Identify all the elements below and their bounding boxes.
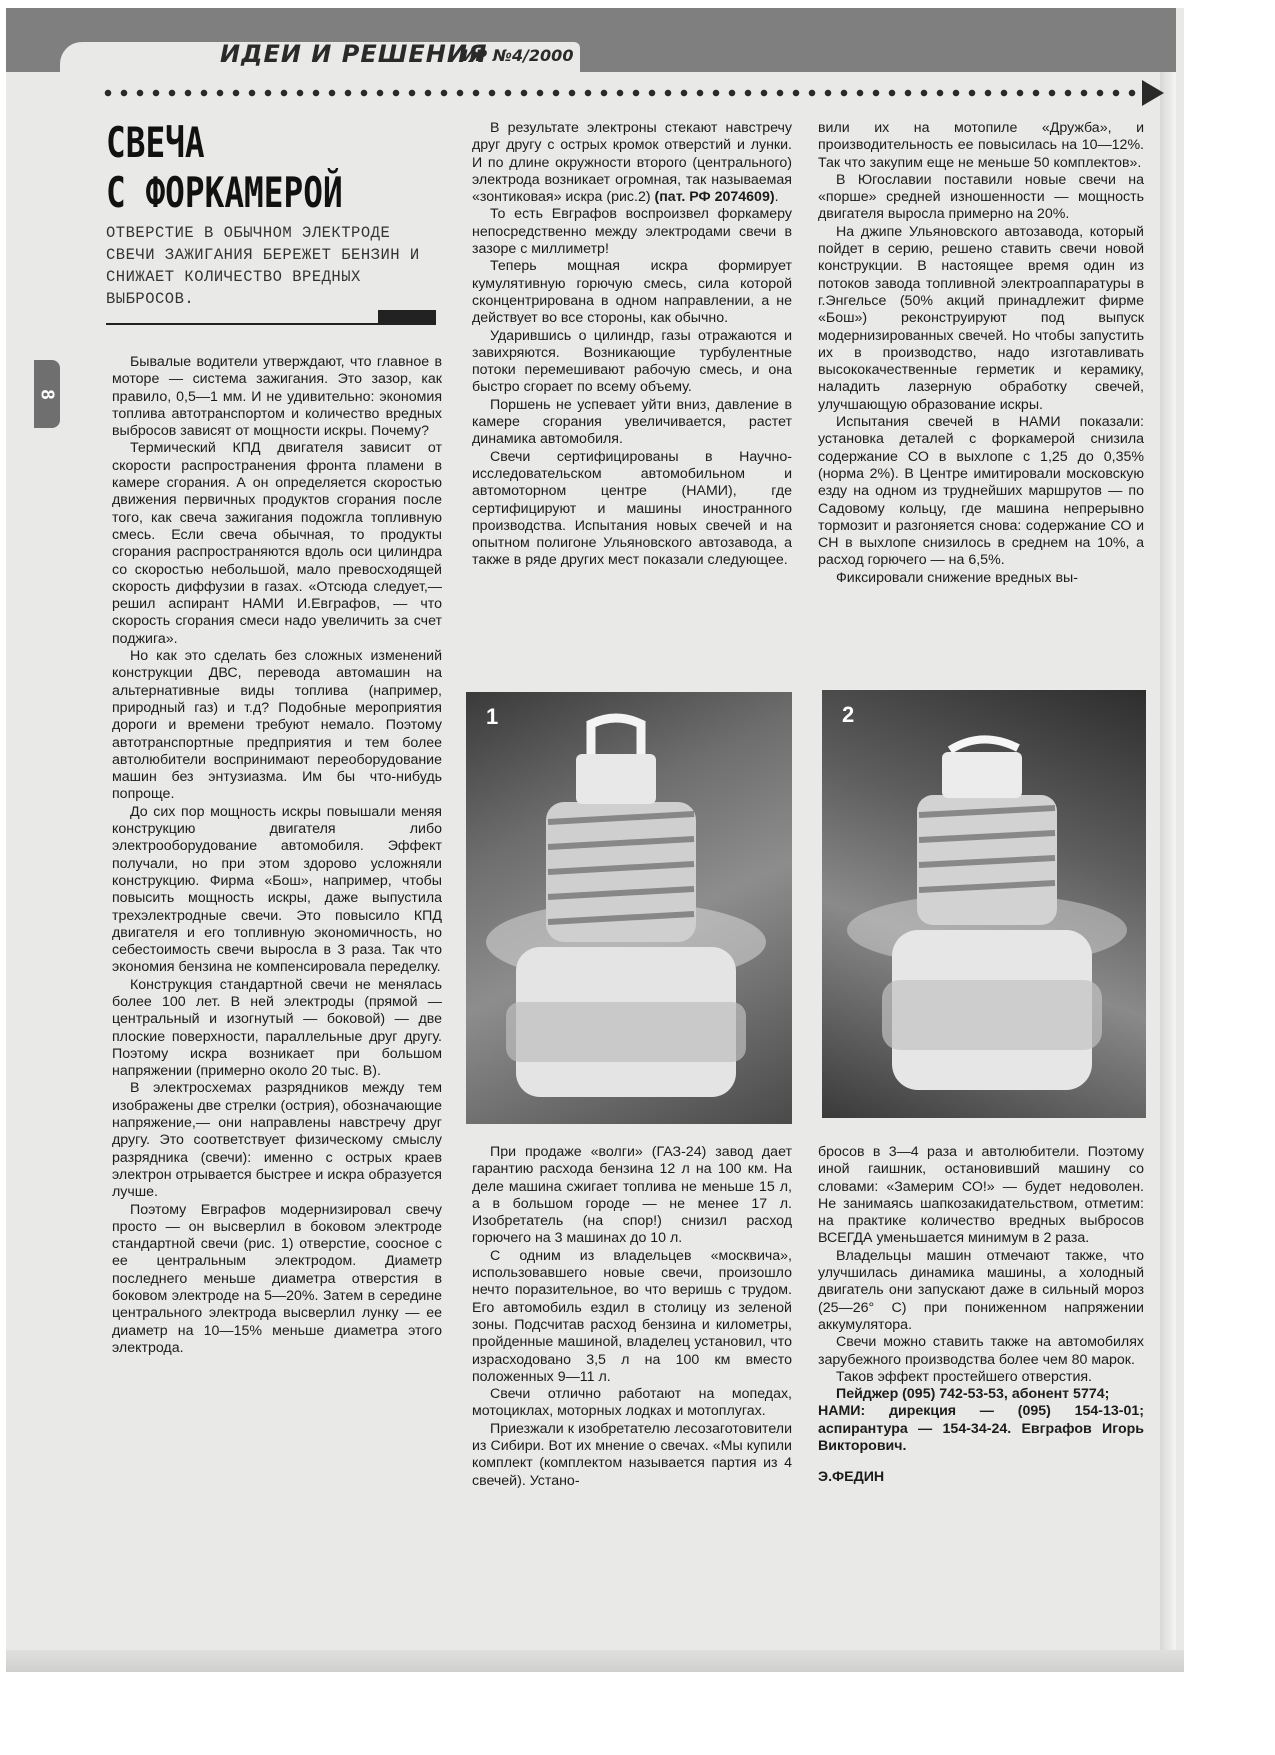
spark-plug-1-illustration xyxy=(466,692,792,1124)
paper-edge xyxy=(1160,8,1176,1670)
paragraph: Свечи сертифицированы в Научно-исследовательском автомобильном и автомоторном центре (НАМИ), где сертифицируют и машины иностранного производства. Испытания новых свечей и на опытном полигоне Ульяновского автозавода, а также в ряде других мест показали следующее. xyxy=(472,448,792,569)
text-run: В результате электроны стекают навстречу друг другу с острых кромок отверстий и лунки. И по длине окружности второго (центрального) электрода возникает огромная, так называемая «зонтиковая» искра (рис.2) xyxy=(472,120,792,206)
figure-number: 2 xyxy=(842,702,855,727)
column-3-lower xyxy=(818,1144,1144,1487)
paragraph: При продаже «волги» (ГАЗ-24) завод дает гарантию расхода бензина 12 л на 100 км. На деле машина сжигает топлива не меньше 15 л, а в большом городе — не менее 17 л. Изобретатель (на спор!) снизил расход горючего на 3 машинах до 10 л. xyxy=(472,1144,792,1247)
paragraph: Испытания свечей в НАМИ показали: установка деталей с форкамерой снизила содержание СО в выхлопе с 1,25 до 0,35% (норма 2%). В Центре имитировали московскую езду на одном из труднейших маршрутов — по Садовому кольцу, где машина непрерывно тормозит и разгоняется снова: содержание СО и СН в выхлопе снизилось в среднем на 10%, а расход горючего — на 6,5%. xyxy=(818,414,1144,569)
column-2-lower xyxy=(472,1144,792,1490)
lead-block xyxy=(378,310,436,324)
paragraph: Но как это сделать без сложных изменений конструкции ДВС, перевода автомашин на альтернативные виды топлива (например, природный газ) и т.д? Подобные мероприятия дороги и времени требуют немало. Поэтому автотранспортные предприятия и тем более автолюбители воспринимают переоборудование машин без энтузиазма. Им бы что-нибудь попроще. xyxy=(112,648,442,803)
paragraph: С одним из владельцев «москвича», использовавшего новые свечи, произошло нечто поразительное, во что веришь с трудом. Его автомобиль ездил в столицу из зеленой зоны. Подсчитав расход бензина и километры, пройденные машиной, владелец установил, что израсходовано 3,5 л на 100 км вместо положенных 9—11 л. xyxy=(472,1247,792,1385)
paper-bottom-edge xyxy=(6,1650,1184,1672)
rubric-title: ИДЕИ И РЕШЕНИЯ xyxy=(220,40,488,68)
paragraph: Свечи отлично работают на мопедах, мотоциклах, моторных лодках и мотоплугах. xyxy=(472,1386,792,1420)
dotted-rule xyxy=(100,86,1140,100)
paragraph: В электросхемах разрядников между тем изображены две стрелки (острия), обозначающие напряжение,— они направлены навстречу друг другу. Это соответствует физическому смыслу разрядника (свечи): именно с острых краев электрон отрывается быстрее и искра образуется лучше. xyxy=(112,1080,442,1201)
issue-number: ИР №4/2000 xyxy=(462,46,574,65)
figure-number: 1 xyxy=(486,704,499,729)
author-signature: Э.ФЕДИН xyxy=(818,1469,885,1486)
paragraph: Бывалые водители утверждают, что главное в моторе — система зажигания. Это зазор, как правило, 0,5—1 мм. И не удивительно: экономия топлива автотранспортом и количество вредных выбросов зависят от мощности искры. Почему? xyxy=(112,354,442,440)
paragraph: Фиксировали снижение вредных вы- xyxy=(836,569,1078,586)
title-line-1: СВЕЧА xyxy=(106,118,205,167)
title-line-2: С ФОРКАМЕРОЙ xyxy=(106,168,343,217)
paragraph: В Югославии поставили новые свечи на «порше» средней изношенности — мощность двигателя выросла примерно на 20%. xyxy=(818,171,1144,223)
paragraph: До сих пор мощность искры повышали меняя конструкцию двигателя либо электрооборудование автомобиля. Эффект получали, но при этом здорово усложняли конструкцию. Фирма «Бош», например, чтобы повысить мощность искры, даже выпустила трехэлектродные свечи. Это повысило КПД двигателя и его топливную экономичность, но себестоимость свечи выросла в 3 раза. Так что экономия бензина не компенсировала переделку. xyxy=(112,803,442,976)
column-3 xyxy=(818,120,1144,587)
paragraph: бросов в 3—4 раза и автолюбители. Поэтому иной гаишник, остановивший машину со словами: «Замерим СО!» — будет недоволен. Не занимаясь шапкозакидательством, отметим: на практике количество вредных выбросов ВСЕГДА уменьшается минимум в 2 раза. xyxy=(818,1144,1144,1247)
paragraph: Ударившись о цилиндр, газы отражаются и завихряются. Возникающие турбулентные потоки перемешивают рабочую смесь, и она быстро сгорает по всему объему. xyxy=(472,327,792,396)
paragraph: Теперь мощная искра формирует кумулятивную горючую смесь, сила которой сконцентрирована в одном направлении, а не действует во все стороны, как обычно. xyxy=(472,258,792,327)
paragraph: Поэтому Евграфов модернизировал свечу просто — он высверлил в боковом электроде стандартной свечи (рис. 1) отверстие, соосное с ее центральным электродом. Диаметр последнего меньше диаметра отверстия в боковом электроде на 5—20%. Затем в середине центрального электрода высверлил лунку — ее диаметр на 10—15% меньше диаметра этого электрода. xyxy=(112,1201,442,1356)
contact-pager xyxy=(818,1386,1144,1403)
paragraph: То есть Евграфов воспроизвел форкамеру непосредственно между электродами свечи в зазоре с миллиметр! xyxy=(472,206,792,258)
paragraph: вили их на мотопиле «Дружба», и производительность ее повысилась на 10—12%. Так что закупим еще не меньше 50 комплектов». xyxy=(818,120,1144,171)
figure-2-photo xyxy=(822,690,1146,1118)
paragraph: Поршень не успевает уйти вниз, давление в камере сгорания увеличивается, растет динамика автомобиля. xyxy=(472,396,792,448)
paragraph: Приезжали к изобретателю лесозаготовители из Сибири. Вот их мнение о свечах. «Мы купили комплект (комплектом называется партия из 4 свечей). Устано- xyxy=(472,1420,792,1489)
article-title xyxy=(106,118,343,218)
figure-1-photo xyxy=(466,692,792,1124)
paragraph: Конструкция стандартной свечи не менялась более 100 лет. В ней электроды (прямой — центральный и изогнутый — боковой) — две плоские поверхности, параллельные друг другу. Поэтому искра возникает при большом напряжении (примерно около 20 тыс. В). xyxy=(112,976,442,1080)
paragraph: Свечи можно ставить также на автомобилях зарубежного производства более чем 80 марок. xyxy=(818,1334,1144,1368)
column-1 xyxy=(112,354,442,1357)
column-2 xyxy=(472,120,792,570)
paragraph: Владельцы машин отмечают также, что улучшилась динамика машины, а холодный двигатель они запускают даже в сильный мороз (25—26° С) при пониженном напряжении аккумулятора. xyxy=(818,1247,1144,1333)
page-number-tab xyxy=(34,360,60,428)
paragraph: Таков эффект простейшего отверстия. xyxy=(836,1368,1092,1385)
contact-text: НАМИ: дирекция — (095) 154-13-01; аспирантура — 154-34-24. Евграфов Игорь Викторович. xyxy=(818,1403,1144,1455)
article-lead: ОТВЕРСТИЕ В ОБЫЧНОМ ЭЛЕКТРОДЕ СВЕЧИ ЗАЖИГАНИЯ БЕРЕЖЕТ БЕНЗИН И СНИЖАЕТ КОЛИЧЕСТВО ВРЕДНЫХ ВЫБРОСОВ. xyxy=(106,224,420,308)
paragraph: Термический КПД двигателя зависит от скорости распространения фронта пламени в камере сгорания. А он определяется скоростью движения первичных продуктов сгорания после того, как свеча зажигания подожгла топливную смесь. Если свеча обычная, то продукты сгорания распространяются вдоль оси цилиндра со скоростью небольшой, мало превосходящей скорость диффузии в газах. «Отсюда следует,— решил аспирант НАМИ И.Евграфов, — что скорость сгорания смеси надо увеличить за счет поджига». xyxy=(112,440,442,647)
contact-nami xyxy=(818,1403,1144,1455)
paragraph xyxy=(472,120,792,206)
arrow-right-icon xyxy=(1142,80,1164,106)
spark-plug-2-illustration xyxy=(822,690,1146,1118)
page-number: 8 xyxy=(37,388,58,400)
paragraph: На джипе Ульяновского автозавода, который пойдет в серию, решено ставить свечи новой конструкции. В настоящее время один из потоков завода топливной электроаппаратуры в г.Энгельсе (50% акций принадлежит фирме «Бош») реконструируют под выпуск модернизированных свечей. Но чтобы запустить их в производство, надо изготавливать высококачественные герметик и керамику, наладить лазерную обработку свечей, улучшающую образование искры. xyxy=(818,223,1144,413)
text-run: . xyxy=(774,189,779,206)
contact-text: Пейджер (095) 742-53-53, абонент 5774; xyxy=(836,1386,1110,1403)
patent-number: (пат. РФ 2074609) xyxy=(654,189,775,206)
